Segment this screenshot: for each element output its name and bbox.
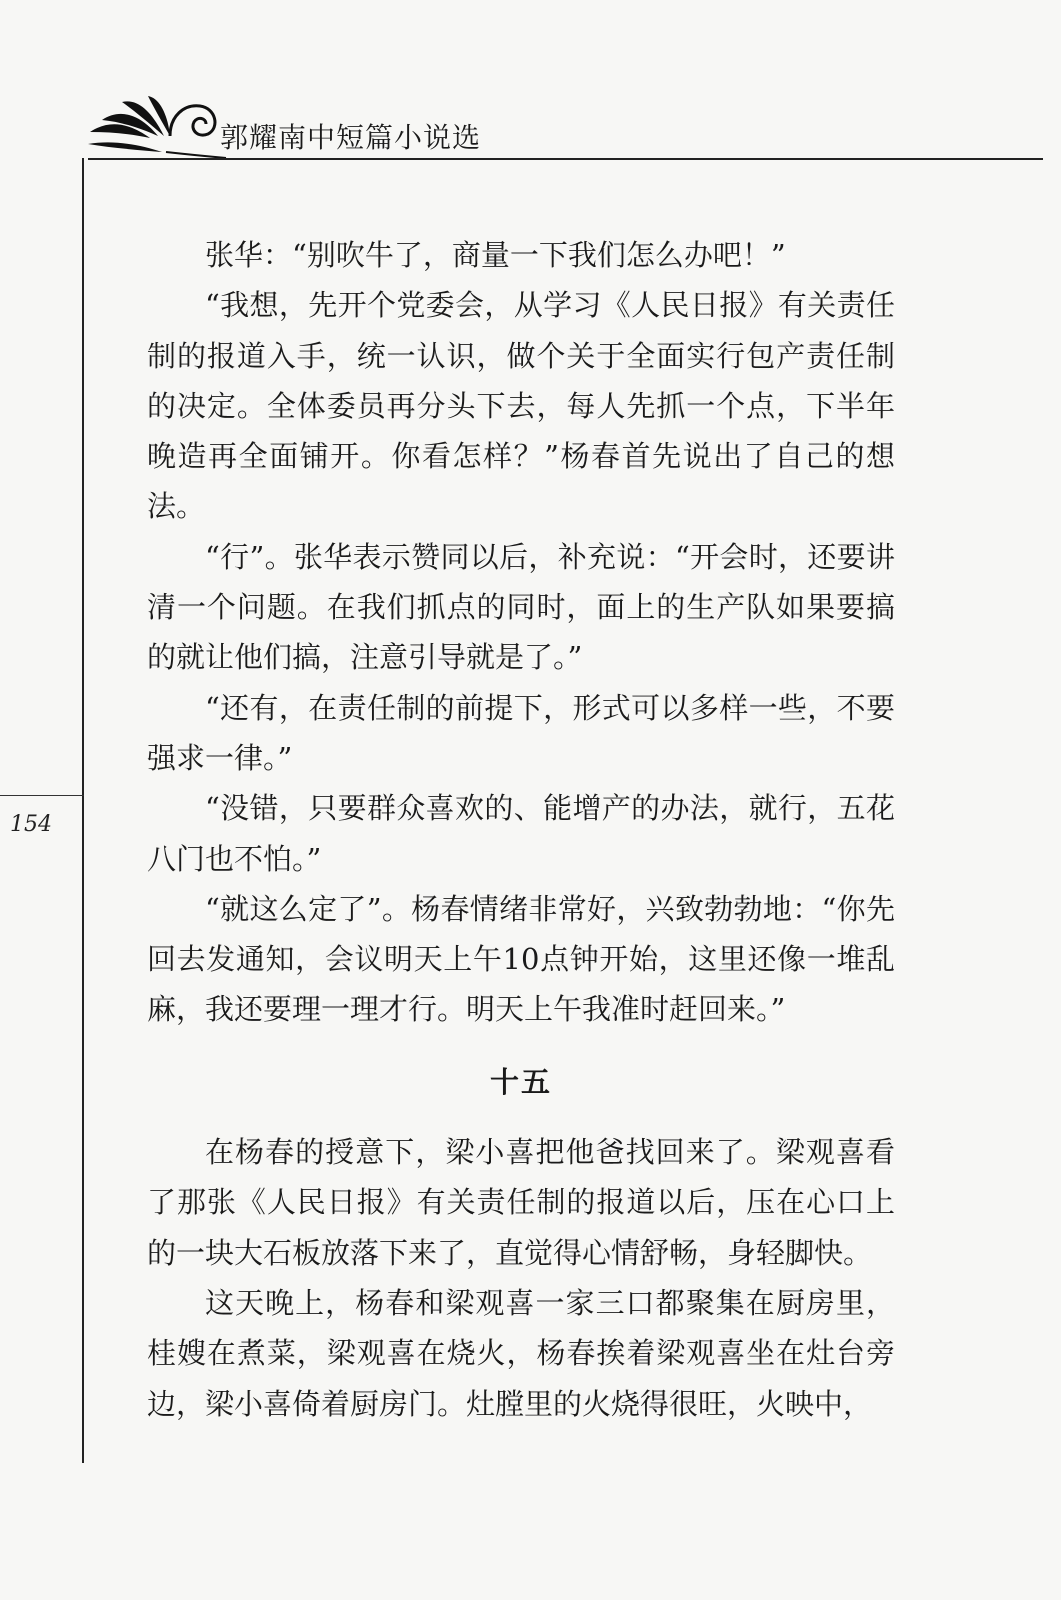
body-text <box>147 230 895 1429</box>
margin-rule <box>82 158 84 1463</box>
paragraph: “就这么定了”。杨春情绪非常好，兴致勃勃地：“你先回去发通知，会议明天上午10点钟开始，这里还像一堆乱麻，我还要理一理才行。明天上午我准时赶回来。” <box>147 891 895 1027</box>
decorative-flourish-icon <box>88 92 228 162</box>
paragraph: 在杨春的授意下，梁小喜把他爸找回来了。梁观喜看了那张《人民日报》有关责任制的报道以后，压在心口上的一块大石板放落下来了，直觉得心情舒畅，身轻脚快。 <box>147 1135 895 1270</box>
section-heading: 十五 <box>489 1064 552 1099</box>
paragraph: “没错，只要群众喜欢的、能增产的办法，就行，五花八门也不怕。” <box>147 791 895 876</box>
header-divider <box>88 158 1043 160</box>
paragraph: 张华：“别吹牛了，商量一下我们怎么办吧！” <box>205 238 786 272</box>
paragraph: “还有，在责任制的前提下，形式可以多样一些，不要强求一律。” <box>147 690 895 775</box>
paragraph: 这天晚上，杨春和梁观喜一家三口都聚集在厨房里，桂嫂在煮菜，梁观喜在烧火，杨春挨着梁观喜坐在灶台旁边，梁小喜倚着厨房门。灶膛里的火烧得很旺，火映中， <box>147 1285 895 1421</box>
page-number: 154 <box>10 812 52 837</box>
paragraph: “行”。张华表示赞同以后，补充说：“开会时，还要讲清一个问题。在我们抓点的同时，面上的生产队如果要搞的就让他们搞，注意引导就是了。” <box>147 539 895 675</box>
paragraph: “我想，先开个党委会，从学习《人民日报》有关责任制的报道入手，统一认识，做个关于全面实行包产责任制的决定。全体委员再分头下去，每人先抓一个点，下半年晚造再全面铺开。你看怎样？”杨春首先说出了自己的想法。 <box>147 288 895 524</box>
book-title: 郭耀南中短篇小说选 <box>220 121 482 154</box>
page-number-rule <box>0 795 84 796</box>
